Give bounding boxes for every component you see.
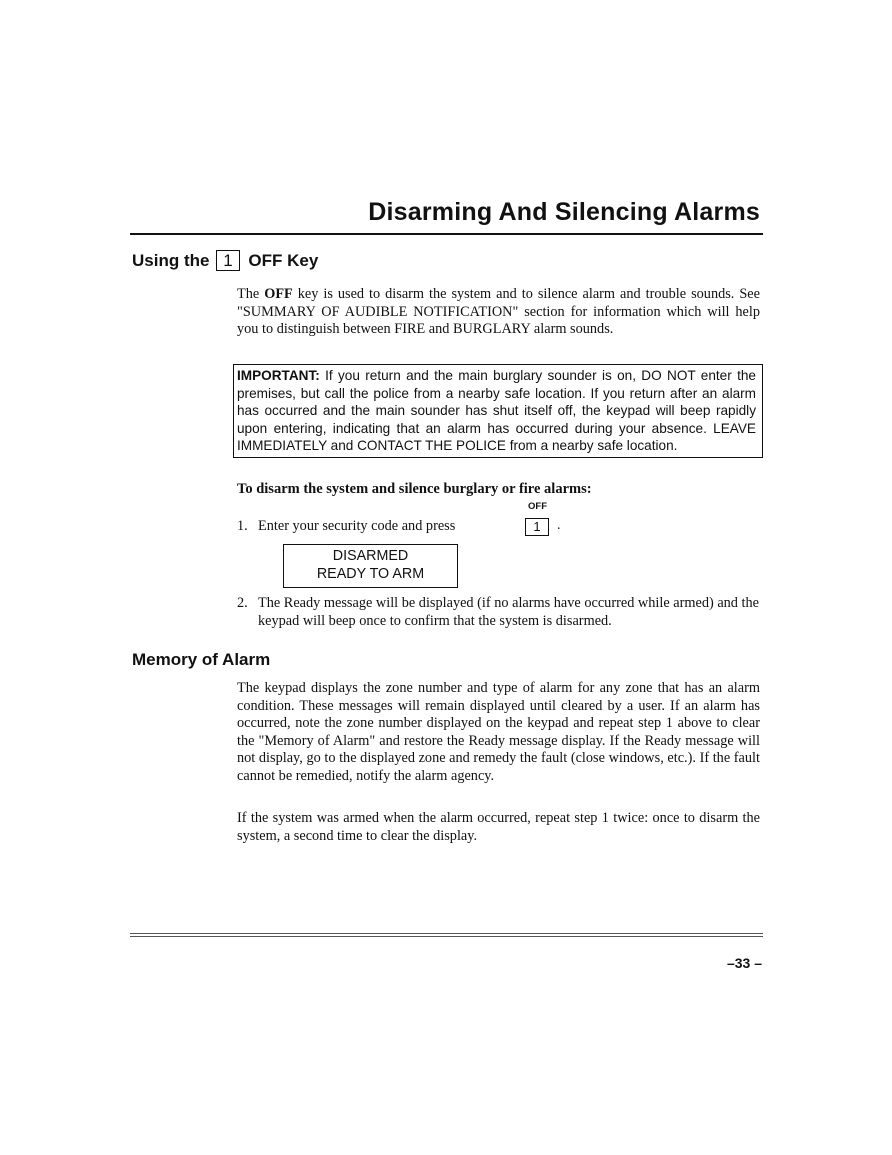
page-title: Disarming And Silencing Alarms (368, 198, 760, 226)
intro-off-key: OFF (264, 286, 293, 302)
important-label: IMPORTANT: (237, 368, 320, 383)
display-line-2: READY TO ARM (316, 566, 425, 582)
heading-suffix: OFF Key (248, 251, 319, 270)
footer-rule-bottom (130, 936, 763, 937)
heading-key-1: 1 (216, 250, 239, 271)
memory-paragraph-2: If the system was armed when the alarm occurred, repeat step 1 twice: once to disarm the system, a second time to clear the display. (237, 810, 760, 844)
memory-paragraph-1: The keypad displays the zone number and type of alarm for any zone that has an alarm condition. These messages will remain displayed until cleared by a user. If an alarm has occurred, note the zone number displayed on the keypad and repeat step 1 above to clear the "Memory of Alarm" and restore the Ready message display. If the Ready message will not display, go to the displayed zone and remedy the fault (close windows, etc.). If the fault cannot be remedied, notify the alarm agency. (237, 680, 760, 784)
step-1 (237, 518, 760, 536)
footer-rule-top (130, 933, 763, 934)
title-rule (130, 233, 763, 235)
off-key-label: OFF (528, 501, 547, 512)
important-notice (233, 364, 763, 458)
step-2 (237, 595, 760, 630)
section-heading-off-key (132, 250, 318, 271)
page-number: –33 – (726, 955, 762, 971)
procedure-heading: To disarm the system and silence burglary or fire alarms: (237, 481, 592, 497)
step-text: The Ready message will be displayed (if no alarms have occurred while armed) and the keypad will beep once to confirm that the system is disarmed. (258, 595, 759, 629)
step-number: 2. (237, 595, 248, 611)
display-line-1: DISARMED (332, 548, 409, 564)
step-text: Enter your security code and press (258, 518, 456, 534)
step-1-period: . (557, 518, 561, 533)
intro-paragraph (237, 286, 760, 339)
intro-rest: key is used to disarm the system and to silence alarm and trouble sounds. See "SUMMARY OF AUDIBLE NOTIFICATION" section for information which will help you to distinguish between FIRE and BURGLARY alarm sounds. (237, 286, 760, 337)
important-text: If you return and the main burglary sounder is on, DO NOT enter the premises, but call the police from a nearby safe location. If you return after an alarm has occurred and the main sounder has shut itself off, the keypad will beep rapidly upon entering, indicating that an alarm has occurred during your absence. LEAVE IMMEDIATELY and CONTACT THE POLICE from a nearby safe location. (237, 368, 756, 454)
keypad-display (283, 544, 458, 588)
heading-prefix: Using the (132, 251, 210, 270)
intro-lead: The (237, 286, 265, 302)
section-heading-memory-of-alarm: Memory of Alarm (132, 650, 271, 669)
step-number: 1. (237, 518, 248, 534)
off-key-1: 1 (525, 518, 549, 536)
